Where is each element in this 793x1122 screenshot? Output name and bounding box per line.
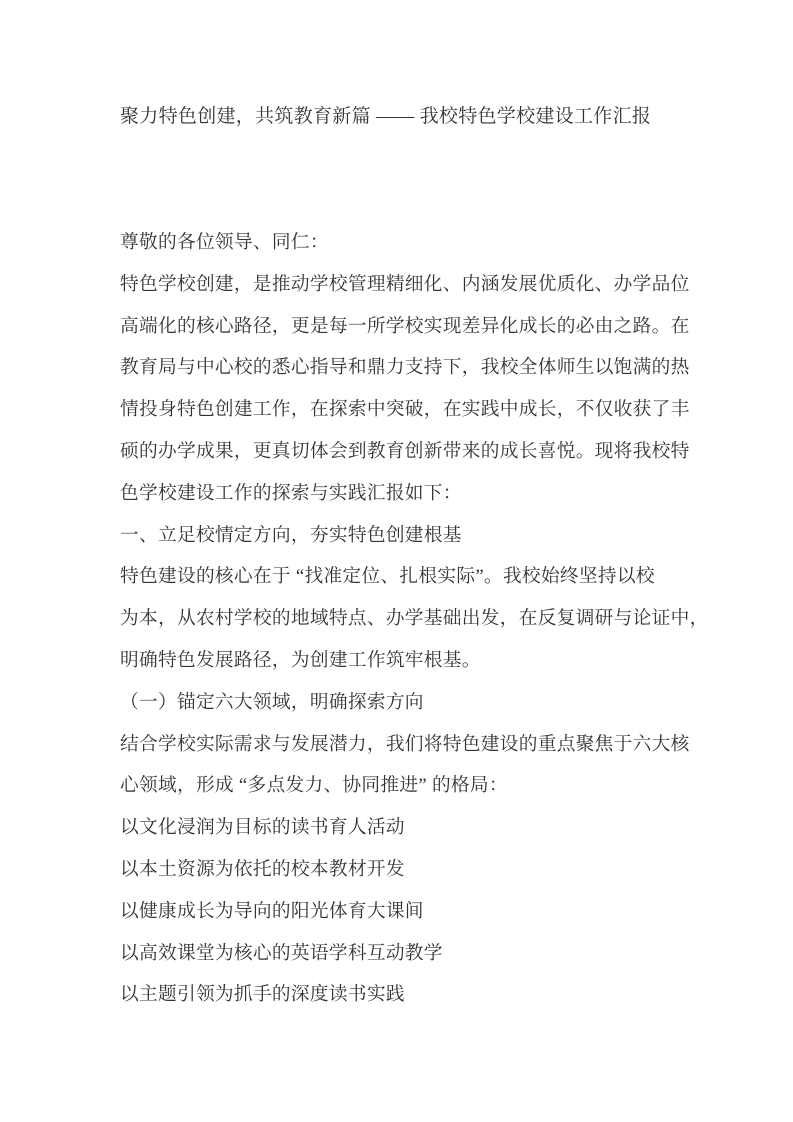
document-body	[120, 222, 720, 1016]
document-text-line: 以高效课堂为核心的英语学科互动教学	[120, 942, 443, 964]
document-text-line: 以本土资源为依托的校本教材开发	[120, 858, 405, 880]
document-text-line: 为本，从农村学校的地域特点、办学基础出发，在反复调研与论证中，	[120, 608, 709, 630]
document-text-line: 以健康成长为导向的阳光体育大课间	[120, 900, 424, 922]
document-text-line: 高端化的核心路径，更是每一所学校实现差异化成长的必由之路。在	[120, 315, 690, 337]
document-text-line: 一、立足校情定方向，夯实特色创建根基	[120, 524, 462, 546]
document-text-line: 明确特色发展路径，为创建工作筑牢根基。	[120, 649, 481, 671]
document-text-line: 以文化浸润为目标的读书育人活动	[120, 817, 405, 839]
document-text-line: 特色学校创建，是推动学校管理精细化、内涵发展优质化、办学品位	[120, 273, 690, 295]
document-text-line: 心领域，形成 “多点发力、协同推进” 的格局：	[120, 775, 508, 797]
document-title: 聚力特色创建，共筑教育新篇 —— 我校特色学校建设工作汇报	[120, 106, 652, 127]
document-text-line: 色学校建设工作的探索与实践汇报如下：	[120, 482, 462, 504]
document-text-line: 以主题引领为抓手的深度读书实践	[120, 984, 405, 1006]
document-text-line: 尊敬的各位领导、同仁：	[120, 232, 329, 253]
document-text-line: 情投身特色创建工作，在探索中突破，在实践中成长，不仅收获了丰	[120, 399, 690, 421]
document-text-line: 结合学校实际需求与发展潜力，我们将特色建设的重点聚焦于六大核	[120, 733, 690, 755]
document-text-line: （一）锚定六大领域，明确探索方向	[120, 691, 424, 713]
document-text-line: 特色建设的核心在于 “找准定位、扎根实际”。我校始终坚持以校	[120, 566, 655, 588]
document-text-line: 教育局与中心校的悉心指导和鼎力支持下，我校全体师生以饱满的热	[120, 357, 690, 379]
document-text-line: 硕的办学成果，更真切体会到教育创新带来的成长喜悦。现将我校特	[120, 440, 690, 462]
